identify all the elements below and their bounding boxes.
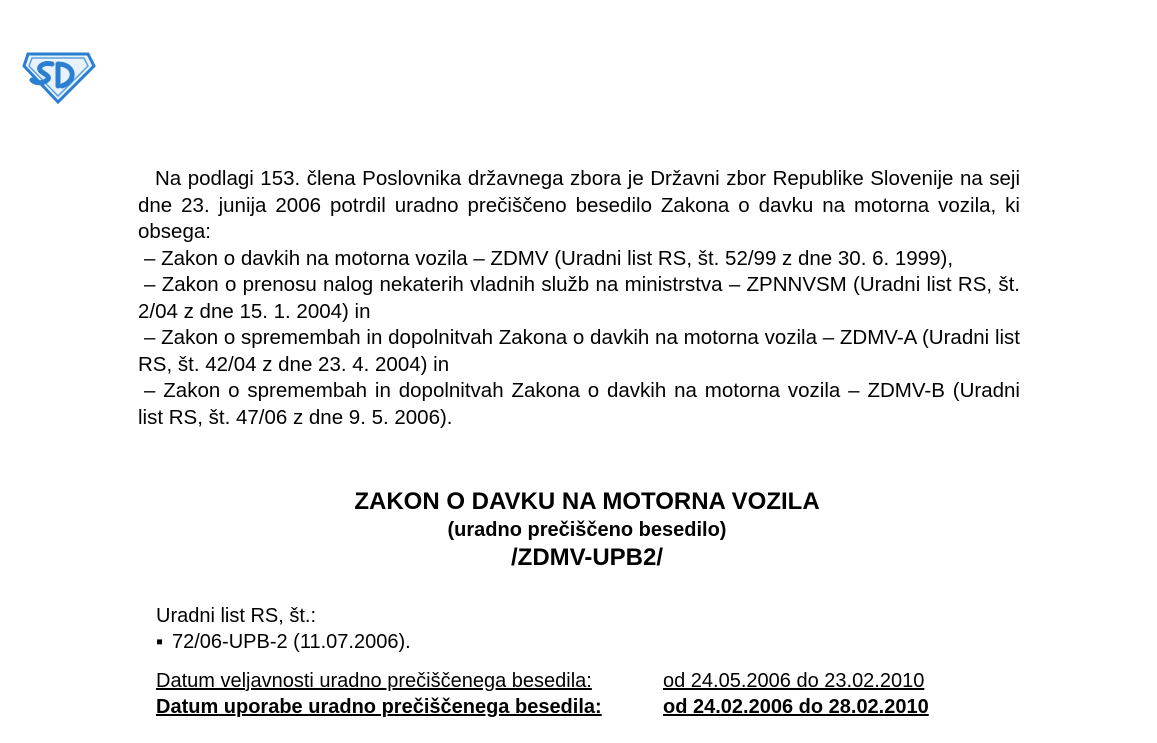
law-subtitle: (uradno prečiščeno besedilo) (447, 519, 727, 541)
validity-section (156, 668, 929, 720)
bullet-icon: ▪ (156, 631, 164, 653)
usage-row (156, 694, 929, 720)
sd-logo-icon (22, 50, 96, 104)
gazette-entry-row (156, 629, 411, 655)
validity-value: od 24.05.2006 do 23.02.2010 (663, 670, 925, 692)
law-title-block (138, 487, 1036, 573)
usage-value: od 24.02.2006 do 28.02.2010 (663, 696, 929, 718)
gazette-section (156, 603, 411, 655)
gazette-entry: 72/06-UPB-2 (11.07.2006). (172, 631, 411, 653)
intro-item: – Zakon o davkih na motorna vozila – ZDMV (Uradni list RS, št. 52/99 z dne 30. 6. 1999), (144, 246, 954, 270)
intro-item: – Zakon o spremembah in dopolnitvah Zakona o davkih na motorna vozila – ZDMV-B (Uradni list RS, št. 47/06 z dne 9. 5. 2006). (138, 379, 1020, 429)
validity-row (156, 668, 929, 694)
intro-item: – Zakon o prenosu nalog nekaterih vladnih služb na ministrstva – ZPNNVSM (Uradni list RS, št. 2/04 z dne 15. 1. 2004) in (138, 273, 1020, 323)
gazette-label: Uradni list RS, št.: (156, 605, 317, 627)
validity-label: Datum veljavnosti uradno prečiščenega besedila: (156, 670, 592, 692)
law-code: /ZDMV-UPB2/ (510, 544, 663, 571)
intro-item: – Zakon o spremembah in dopolnitvah Zakona o davkih na motorna vozila – ZDMV-A (Uradni list RS, št. 42/04 z dne 23. 4. 2004) in (138, 326, 1020, 376)
intro-section (138, 166, 1020, 431)
usage-label: Datum uporabe uradno prečiščenega besedila: (156, 696, 602, 718)
law-title: ZAKON O DAVKU NA MOTORNA VOZILA (354, 488, 820, 515)
intro-paragraph: Na podlagi 153. člena Poslovnika državnega zbora je Državni zbor Republike Slovenije na seji dne 23. junija 2006 potrdil uradno prečiščeno besedilo Zakona o davku na motorna vozila, ki obsega: (138, 167, 1020, 243)
